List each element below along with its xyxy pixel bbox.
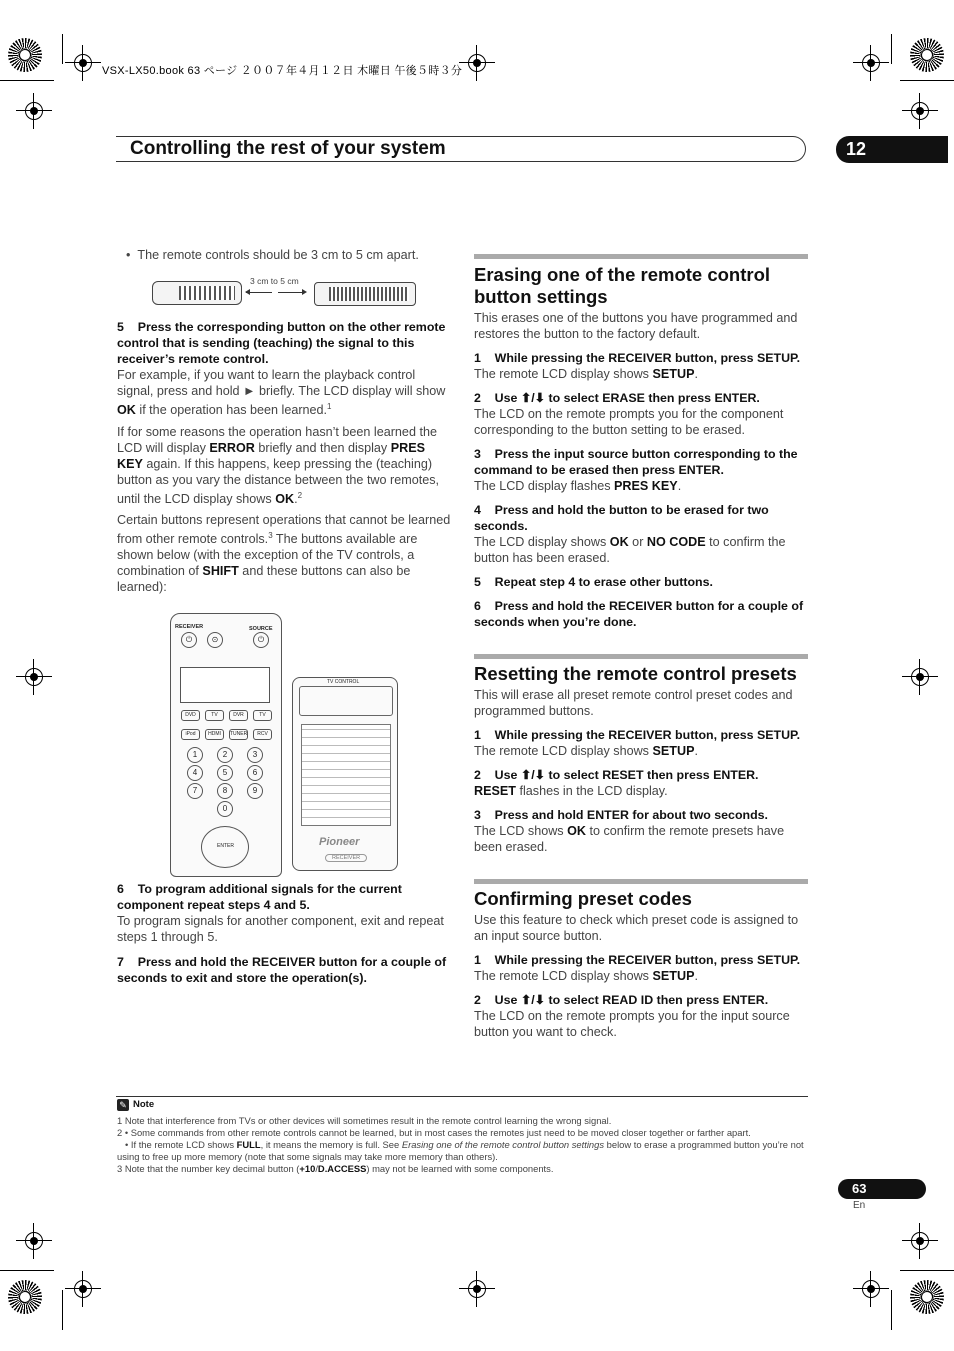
trim-line [0, 1270, 54, 1271]
step-6-body: To program signals for another component, exit and repeat steps 1 through 5. [117, 914, 444, 944]
erasing-step-5: 5 Repeat step 4 to erase other buttons. [474, 575, 713, 589]
button-grid [301, 724, 391, 826]
input-receiver-button: RCV [253, 729, 272, 740]
confirming-step-1: 1 While pressing the RECEIVER button, press SETUP. [474, 953, 801, 967]
registration-mark-top-left [8, 38, 42, 72]
lcd-screen [180, 667, 270, 703]
number-1-button: 1 [187, 747, 203, 763]
distance-label: 3 cm to 5 cm [250, 276, 299, 286]
trim-line [62, 34, 63, 64]
number-2-button: 2 [217, 747, 233, 763]
receiver-label: RECEIVER [175, 624, 204, 630]
crosshair-mark [911, 102, 929, 120]
input-tv-button: TV [205, 710, 224, 721]
remote-control-illustration-main [170, 613, 282, 877]
resetting-step-2-body: RESET flashes in the LCD display. [474, 784, 668, 798]
erasing-step-3: 3 Press the input source button corresponding to the command to be erased then press ENTER. [474, 447, 798, 477]
number-7-button: 7 [187, 783, 203, 799]
remote-side-view-right [314, 282, 416, 306]
tv-control-panel [299, 686, 393, 716]
trim-line [891, 34, 892, 64]
confirming-step-2: 2 Use ⬆/⬇ to select READ ID then press ENTER. [474, 993, 769, 1007]
trim-line [891, 1290, 892, 1330]
trim-line [900, 1270, 954, 1271]
section-title-erasing: Erasing one of the remote control button settings [474, 264, 771, 307]
chapter-title: Controlling the rest of your system [130, 138, 446, 159]
input-button: ⊙ [207, 632, 223, 648]
registration-mark-top-right [910, 38, 944, 72]
tv-control-label: TV CONTROL [327, 679, 360, 685]
section-bar-confirming [474, 879, 808, 884]
input-tuner-button: TUNER [229, 729, 248, 740]
registration-mark-bottom-right [910, 1280, 944, 1314]
number-9-button: 9 [247, 783, 263, 799]
trim-line [900, 80, 954, 81]
crosshair-mark [25, 668, 43, 686]
resetting-step-3-body: The LCD shows OK to confirm the remote presets have been erased. [474, 824, 785, 854]
section-title-resetting: Resetting the remote control presets [474, 663, 797, 684]
remote-side-view-left [152, 281, 242, 305]
section-bar-erasing [474, 254, 808, 259]
note-3: 3 Note that the number key decimal button (+10/D.ACCESS) may not be learned with some components. [117, 1163, 554, 1174]
page-number: 63 [838, 1179, 926, 1199]
input-dvd-button: DVD [181, 710, 200, 721]
erasing-step-1-body: The remote LCD display shows SETUP. [474, 367, 698, 381]
erasing-step-3-body: The LCD display flashes PRES KEY. [474, 479, 682, 493]
confirming-step-2-body: The LCD on the remote prompts you for the input source button you want to check. [474, 1009, 790, 1039]
input-hdmi-button: HDMI [205, 729, 224, 740]
receiver-bottom-label: RECEIVER [325, 854, 367, 862]
remotes-distance-illustration [150, 276, 420, 310]
erasing-step-1: 1 While pressing the RECEIVER button, press SETUP. [474, 351, 801, 365]
source-power-button: ⏻ [253, 632, 269, 648]
bullet-dot: • [126, 248, 138, 262]
confirming-intro: Use this feature to check which preset code is assigned to an input source button. [474, 913, 799, 943]
crosshair-mark [911, 1232, 929, 1250]
crosshair-mark [74, 54, 92, 72]
resetting-step-3: 3 Press and hold ENTER for about two seconds. [474, 808, 768, 822]
resetting-step-2: 2 Use ⬆/⬇ to select RESET then press ENTER. [474, 768, 759, 782]
number-0-button: 0 [217, 801, 233, 817]
resetting-intro: This will erase all preset remote control preset codes and programmed buttons. [474, 688, 793, 718]
erasing-intro: This erases one of the buttons you have programmed and restores the button to the factory default. [474, 311, 798, 341]
number-5-button: 5 [217, 765, 233, 781]
crosshair-mark [25, 1232, 43, 1250]
pioneer-logo: Pioneer [319, 836, 360, 848]
trim-line [0, 80, 54, 81]
arrow-right-icon [278, 292, 304, 293]
step-5-para-1: For example, if you want to learn the playback control signal, press and hold ► briefly. The LCD display will show OK if the operation has been learned.$^1$ [117, 368, 446, 418]
crosshair-mark [911, 668, 929, 686]
number-8-button: 8 [217, 783, 233, 799]
step-5-para-3: Certain buttons represent operations that cannot be learned from other remote controls.$^3$ The buttons available are shown below (with the exception of the TV controls, a combination of SHIFT and these buttons can also be learned): [117, 513, 451, 595]
step-5: 5 Press the corresponding button on the other remote control that is sending (teaching) the signal to this receiver’s remote control. [117, 320, 446, 366]
crosshair-mark [25, 102, 43, 120]
number-3-button: 3 [247, 747, 263, 763]
language-label: En [853, 1200, 866, 1211]
step-6: 6 To program additional signals for the current component repeat steps 4 and 5. [117, 882, 402, 912]
erasing-step-6: 6 Press and hold the RECEIVER button for a couple of seconds when you’re done. [474, 599, 804, 629]
number-4-button: 4 [187, 765, 203, 781]
input-tvctrl-button: TV [253, 710, 272, 721]
crosshair-mark [74, 1280, 92, 1298]
input-dvr-button: DVR [229, 710, 248, 721]
file-info: VSX-LX50.book 63 ページ ２００７年４月１２日 木曜日 午後５時３分 [102, 65, 463, 77]
section-title-confirming: Confirming preset codes [474, 888, 692, 909]
erasing-step-4: 4 Press and hold the button to be erased for two seconds. [474, 503, 769, 533]
notes-heading: Note [133, 1099, 155, 1110]
crosshair-mark [468, 1280, 486, 1298]
number-6-button: 6 [247, 765, 263, 781]
crosshair-mark [862, 54, 880, 72]
enter-label: ENTER [217, 843, 234, 849]
receiver-power-button: ⏻ [181, 632, 197, 648]
erasing-step-4-body: The LCD display shows OK or NO CODE to confirm the button has been erased. [474, 535, 786, 565]
note-2b: • If the remote LCD shows FULL, it means the memory is full. See Erasing one of the remote control button settings below to erase a programmed button you’re not using to free up more memory (note that some signals may take more memory than others). [117, 1139, 804, 1162]
step-5-para-2: If for some reasons the operation hasn’t been learned the LCD will display ERROR briefly and then display PRES KEY again. If this happens, keep pressing the (teaching) button as you vary the distance between the two remotes, until the LCD display shows OK.$^2$ [117, 425, 440, 507]
chapter-number: 12 [836, 136, 948, 163]
section-bar-resetting [474, 654, 808, 659]
resetting-step-1-body: The remote LCD display shows SETUP. [474, 744, 698, 758]
crosshair-mark [862, 1280, 880, 1298]
confirming-step-1-body: The remote LCD display shows SETUP. [474, 969, 698, 983]
resetting-step-1: 1 While pressing the RECEIVER button, press SETUP. [474, 728, 801, 742]
remote-control-illustration-cover [292, 677, 398, 871]
registration-mark-bottom-left [8, 1280, 42, 1314]
note-icon: ✎ [117, 1099, 129, 1111]
input-ipod-button: iPod [181, 729, 200, 740]
note-1: 1 Note that interference from TVs or other devices will sometimes result in the remote control learning the wrong signal. [117, 1115, 612, 1126]
bullet-distance: • The remote controls should be 3 cm to 5 cm apart. [126, 248, 419, 262]
notes-divider [116, 1096, 808, 1097]
trim-line [62, 1290, 63, 1330]
erasing-step-2: 2 Use ⬆/⬇ to select ERASE then press ENTER. [474, 391, 760, 405]
source-label: SOURCE [249, 626, 273, 632]
note-2: 2 • Some commands from other remote controls cannot be learned, but in most cases the remotes just need to be moved closer together or farther apart. [117, 1127, 751, 1138]
crosshair-mark [468, 54, 486, 72]
step-7: 7 Press and hold the RECEIVER button for a couple of seconds to exit and store the operation(s). [117, 955, 447, 985]
erasing-step-2-body: The LCD on the remote prompts you for the component corresponding to the button setting to be erased. [474, 407, 784, 437]
